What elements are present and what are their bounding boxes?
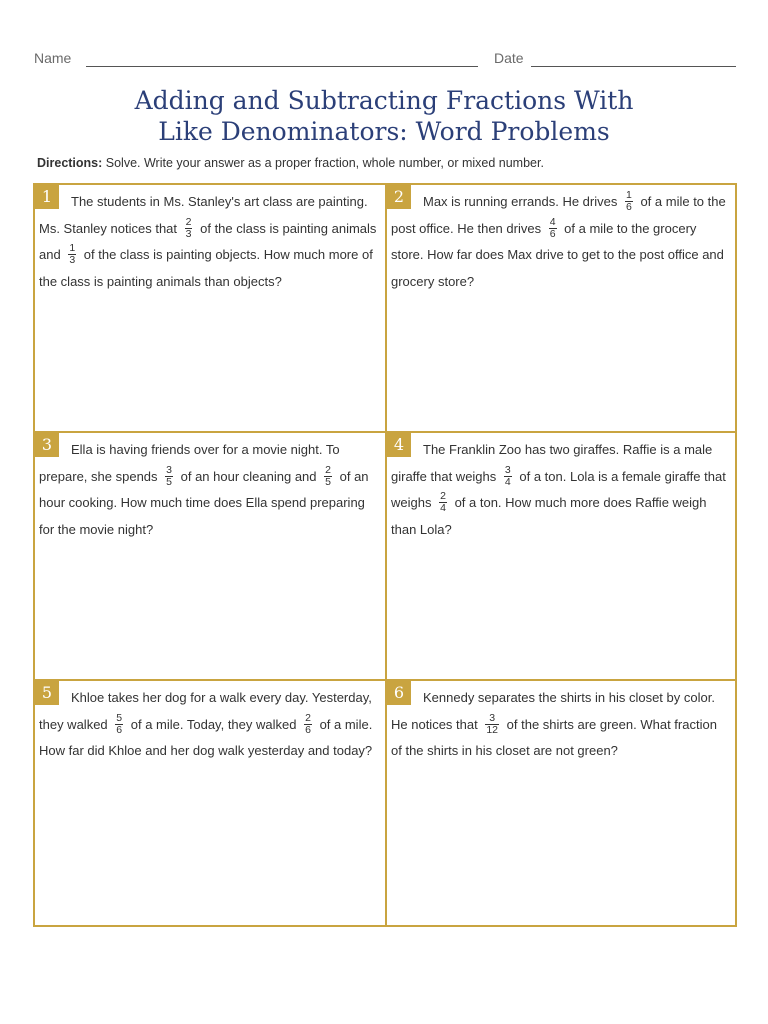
title-line-2: Like Denominators: Word Problems xyxy=(158,117,610,146)
problem-text-segment: of a ton. How much more does Raffie weigh than Lola? xyxy=(391,495,707,537)
fraction-numerator: 4 xyxy=(549,215,556,228)
fraction xyxy=(549,217,557,240)
worksheet-title xyxy=(0,85,768,147)
fraction-denominator: 5 xyxy=(325,475,331,488)
problem-text-segment: of the class is painting animals and xyxy=(39,220,377,262)
problem-text-segment: of a mile to the post office. He then drives xyxy=(391,194,726,236)
directions xyxy=(37,156,544,170)
problem-text-segment: Max is running errands. He drives xyxy=(423,194,618,209)
problem-cell-3[interactable] xyxy=(35,433,385,679)
problem-text xyxy=(391,685,729,765)
fraction-denominator: 6 xyxy=(625,201,632,214)
directions-text: Solve. Write your answer as a proper fraction, whole number, or mixed number. xyxy=(102,156,544,170)
fraction xyxy=(165,465,173,488)
problem-number-badge: 3 xyxy=(35,433,59,457)
problem-number-badge: 2 xyxy=(387,185,411,209)
problem-text xyxy=(391,189,729,295)
fraction-denominator: 6 xyxy=(305,723,311,736)
problem-text-segment: The Franklin Zoo has two giraffes. Raffie is a male giraffe that weighs xyxy=(391,442,713,484)
date-field[interactable] xyxy=(531,66,736,67)
date-label: Date xyxy=(494,50,524,66)
problem-grid xyxy=(33,183,737,927)
fraction-numerator: 3 xyxy=(504,463,511,476)
fraction-denominator: 4 xyxy=(440,502,446,515)
problem-text-segment: Kennedy separates the shirts in his closet by color. He notices that xyxy=(391,690,715,732)
fraction-numerator: 2 xyxy=(305,711,311,724)
problem-number-badge: 6 xyxy=(387,681,411,705)
name-label: Name xyxy=(34,50,72,66)
problem-number-badge: 1 xyxy=(35,185,59,209)
fraction xyxy=(185,217,193,240)
header-row xyxy=(34,50,736,72)
problem-text-segment: of a mile to the grocery store. How far does Max drive to get to the post office and grocery store? xyxy=(391,220,724,289)
title-line-1: Adding and Subtracting Fractions With xyxy=(134,86,634,115)
fraction-numerator: 1 xyxy=(69,242,76,255)
fraction-numerator: 3 xyxy=(485,713,499,725)
fraction-denominator: 12 xyxy=(486,723,499,736)
fraction-denominator: 3 xyxy=(185,227,192,240)
problem-cell-6[interactable] xyxy=(387,681,737,927)
problem-text-segment: of the class is painting objects. How much more of the class is painting animals than objects? xyxy=(39,247,373,289)
problem-cell-1[interactable] xyxy=(35,185,385,431)
problem-text-segment: of the shirts are green. What fraction of the shirts in his closet are not green? xyxy=(391,716,717,758)
fraction xyxy=(304,713,312,736)
problem-text-segment: The students in Ms. Stanley's art class are painting. Ms. Stanley notices that xyxy=(39,194,368,236)
fraction xyxy=(324,465,332,488)
fraction xyxy=(504,465,512,488)
fraction-denominator: 6 xyxy=(549,227,556,240)
problem-text-segment: of a mile. How far did Khloe and her dog walk yesterday and today? xyxy=(39,716,373,758)
fraction-numerator: 2 xyxy=(185,215,192,228)
problem-number-badge: 5 xyxy=(35,681,59,705)
problem-text xyxy=(391,437,729,543)
fraction-numerator: 5 xyxy=(116,711,123,724)
fraction xyxy=(485,713,499,736)
fraction-denominator: 4 xyxy=(504,475,511,488)
fraction xyxy=(439,491,447,514)
fraction xyxy=(115,713,123,736)
fraction-numerator: 2 xyxy=(440,490,446,503)
problem-text xyxy=(39,685,377,765)
problem-text-segment: Khloe takes her dog for a walk every day. Yesterday, they walked xyxy=(39,690,372,732)
fraction-denominator: 3 xyxy=(69,254,76,267)
problem-cell-2[interactable] xyxy=(387,185,737,431)
name-field[interactable] xyxy=(86,66,478,67)
problem-text xyxy=(39,189,377,295)
problem-text-segment: of a mile. Today, they walked xyxy=(130,716,297,732)
problem-text xyxy=(39,437,377,543)
problem-cell-4[interactable] xyxy=(387,433,737,679)
fraction xyxy=(625,190,633,213)
fraction-numerator: 1 xyxy=(625,189,632,202)
problem-text-segment: Ella is having friends over for a movie night. To prepare, she spends xyxy=(39,442,340,484)
fraction-denominator: 6 xyxy=(116,723,123,736)
problem-text-segment: of an hour cooking. How much time does Ella spend preparing for the movie night? xyxy=(39,468,369,537)
problem-number-badge: 4 xyxy=(387,433,411,457)
fraction-numerator: 2 xyxy=(325,463,331,476)
fraction-denominator: 5 xyxy=(166,475,172,488)
fraction xyxy=(68,243,76,266)
directions-label: Directions: xyxy=(37,156,103,170)
problem-text-segment: of a ton. Lola is a female giraffe that weighs xyxy=(391,468,726,510)
problem-text-segment: of an hour cleaning and xyxy=(180,468,317,484)
problem-cell-5[interactable] xyxy=(35,681,385,927)
fraction-numerator: 3 xyxy=(166,463,172,476)
